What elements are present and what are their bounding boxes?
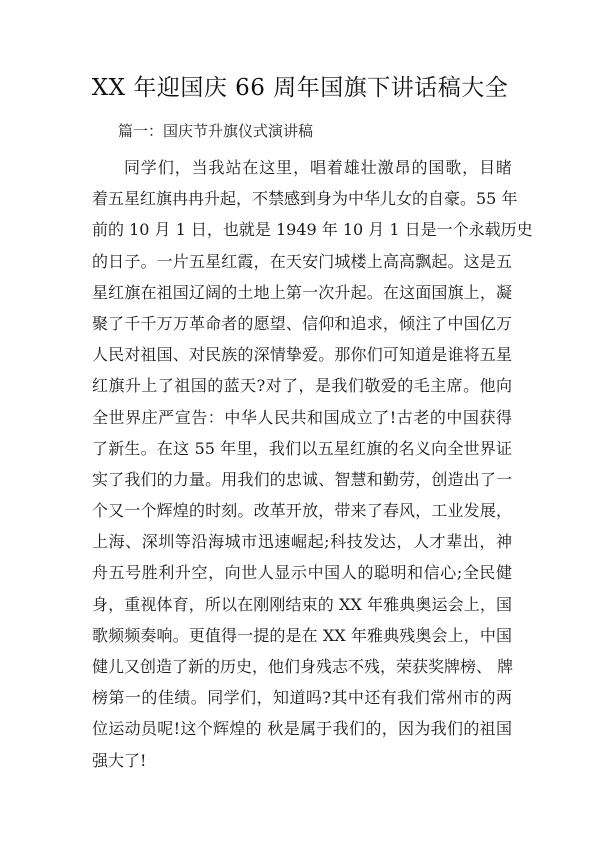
paragraph-line: 人民对祖国、对民族的深情挚爱。那你们可知道是谁将五星 [92, 345, 512, 365]
paragraph-line: 前的 10 月 1 日，也就是 1949 年 10 月 1 日是一个永载历史 [92, 220, 533, 240]
paragraph-line: 身，重视体育，所以在刚刚结束的 XX 年雅典奥运会上，国 [92, 594, 512, 614]
speech-paragraph [92, 152, 533, 776]
paragraph-line: 的日子。一片五星红霞，在天安门城楼上高高飘起。这是五 [92, 251, 512, 271]
section-heading: 篇一：国庆节升旗仪式演讲稿 [118, 122, 314, 140]
paragraph-line: 星红旗在祖国辽阔的土地上第一次升起。在这面国旗上，凝 [92, 282, 512, 302]
paragraph-line: 歌频频奏响。更值得一提的是在 XX 年雅典残奥会上，中国 [92, 625, 512, 645]
document-title: XX 年迎国庆 66 周年国旗下讲话稿大全 [91, 75, 509, 101]
paragraph-line: 聚了千千万万革命者的愿望、信仰和追求，倾注了中国亿万 [92, 313, 512, 333]
paragraph-line: 红旗升上了祖国的蓝天?对了，是我们敬爱的毛主席。他向 [92, 376, 512, 396]
paragraph-line: 上海、深圳等沿海城市迅速崛起;科技发达，人才辈出，神 [92, 532, 512, 552]
paragraph-line: 强大了! [92, 750, 147, 770]
paragraph-line: 实了我们的力量。用我们的忠诚、智慧和勤劳，创造出了一 [92, 469, 512, 489]
paragraph-line: 位运动员呢!这个辉煌的 秋是属于我们的，因为我们的祖国 [92, 719, 512, 739]
paragraph-line: 着五星红旗冉冉升起，不禁感到身为中华儿女的自豪。55 年 [92, 189, 518, 209]
paragraph-line: 同学们，当我站在这里，唱着雄壮激昂的国歌，目睹 [124, 158, 512, 177]
paragraph-line: 了新生。在这 55 年里，我们以五星红旗的名义向全世界证 [92, 438, 512, 458]
paragraph-line: 全世界庄严宣告：中华人民共和国成立了!古老的中国获得 [92, 407, 512, 427]
paragraph-line: 健儿又创造了新的历史，他们身残志不残，荣获奖牌榜、 牌 [92, 657, 514, 676]
paragraph-line: 榜第一的佳绩。同学们，知道吗?其中还有我们常州市的两 [92, 688, 512, 708]
paragraph-line: 个又一个辉煌的时刻。改革开放，带来了春风，工业发展， [92, 501, 512, 521]
paragraph-line: 舟五号胜利升空，向世人显示中国人的聪明和信心;全民健 [92, 563, 512, 583]
